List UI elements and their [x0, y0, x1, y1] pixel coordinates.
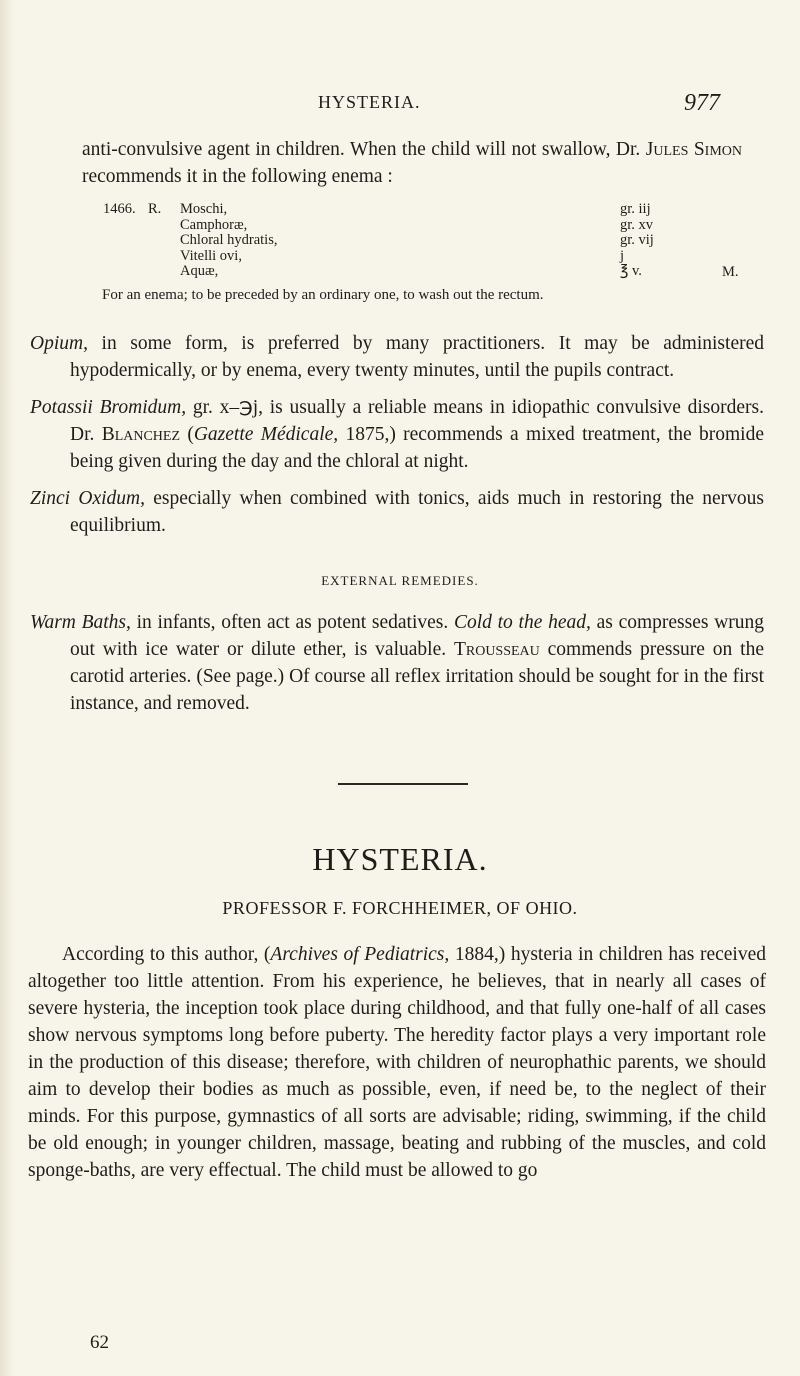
remedy-opium	[0, 330, 800, 384]
remedy-potassii-bromidum	[0, 394, 800, 475]
external-remedies-heading: EXTERNAL REMEDIES.	[321, 573, 479, 588]
remedy-cold-to-head: Cold to the head,	[453, 612, 591, 633]
remedy-text: especially when combined with tonics, aids much in restoring the nervous equilibrium.	[70, 488, 765, 536]
drug-name: Potassii Bromidum,	[30, 397, 187, 418]
recipe-misce-mark: M.	[722, 264, 739, 280]
running-title: HYSTERIA.	[318, 92, 421, 112]
remedy-text: (	[180, 424, 194, 445]
ingredient-name: Moschi,	[180, 201, 228, 217]
ingredient-name: Camphoræ,	[180, 216, 248, 233]
recipe-ingredients	[180, 202, 277, 280]
remedy-text: 1875,) recommends a mixed treatment, the bromide being given during the day and the chloral at night.	[70, 424, 764, 472]
remedy-text: commends pressure on the carotid arteries. (See page.) Of course all reflex irritation should be sought for in the first instance, and removed.	[70, 639, 764, 714]
ingredient-dose: gr. iij	[620, 201, 651, 217]
page-header	[0, 92, 800, 122]
section-divider	[338, 783, 468, 785]
ingredient-dose: ℥ v.	[620, 263, 642, 279]
recipe-note: For an enema; to be preceded by an ordinary one, to wash out the rectum.	[102, 287, 544, 303]
body-text: 1884,) hysteria in children has received altogether too little attention. From his experience, he believes, that in nearly all cases of severe hysteria, the inception took place during childhood, and that fully one-half of all cases show nervous symptoms long before puberty. The heredity factor plays a very important role in the production of this disease; therefore, with children of neurophathic parents, we should aim to develop their bodies as much as possible, even, if need be, to the neglect of their minds. For this purpose, gymnastics of all sorts are advisable; riding, swimming, if the child be old enough; in younger children, massage, beating and rubbing of the muscles, and cold sponge-baths, are very effectual. The child must be allowed to go	[28, 944, 766, 1181]
section-author: PROFESSOR F. FORCHHEIMER, OF OHIO.	[222, 898, 578, 918]
body-text: According to this author, (	[62, 944, 271, 965]
remedy-text: in infants, often act as potent sedatives.	[130, 612, 454, 633]
intro-text: anti-convulsive agent in children. When the child will not swallow, Dr.	[82, 139, 646, 160]
remedy-text: as compresses wrung out with ice water or dilute ether, is valuable.	[70, 612, 765, 660]
journal-name: Archives of Pediatrics,	[270, 944, 450, 965]
author-name-simon: Jules Simon	[645, 139, 742, 160]
signature-mark: 62	[90, 1332, 109, 1353]
ingredient-name: Aquæ,	[180, 263, 219, 279]
ingredient-name: Vitelli ovi,	[180, 247, 242, 264]
intro-paragraph	[0, 136, 800, 190]
recipe-symbol: R.	[148, 201, 162, 217]
remedy-warm-baths	[0, 609, 800, 717]
section-title: HYSTERIA.	[312, 841, 488, 877]
remedy-text: gr. x–℈j, is usually a reliable means in idiopathic convulsive disorders. Dr.	[70, 397, 765, 445]
remedy-text: in some form, is preferred by many practitioners. It may be administered hypodermically, or by enema, every twenty minutes, until the pupils contract.	[70, 333, 764, 381]
ingredient-dose: gr. xv	[620, 216, 654, 233]
hysteria-paragraph	[0, 941, 800, 1184]
drug-name: Zinci Oxidum,	[30, 488, 145, 509]
author-name-trousseau: Trousseau	[453, 639, 540, 660]
author-name-blanchez: Blanchez	[101, 424, 181, 445]
journal-name: Gazette Médicale,	[193, 424, 339, 445]
ingredient-dose: gr. vij	[620, 232, 654, 248]
remedy-zinci-oxidum	[0, 485, 800, 539]
recipe-doses	[620, 202, 654, 280]
recipe-number: 1466.	[103, 201, 136, 217]
page-content	[0, 136, 800, 1184]
ingredient-dose: j	[620, 247, 625, 264]
recipe-1466	[0, 202, 800, 316]
intro-text-end: recommends it in the following enema :	[82, 166, 393, 187]
drug-name: Warm Baths,	[30, 612, 131, 633]
ingredient-name: Chloral hydratis,	[180, 232, 278, 248]
drug-name: Opium,	[30, 333, 88, 354]
page-number: 977	[684, 90, 720, 116]
